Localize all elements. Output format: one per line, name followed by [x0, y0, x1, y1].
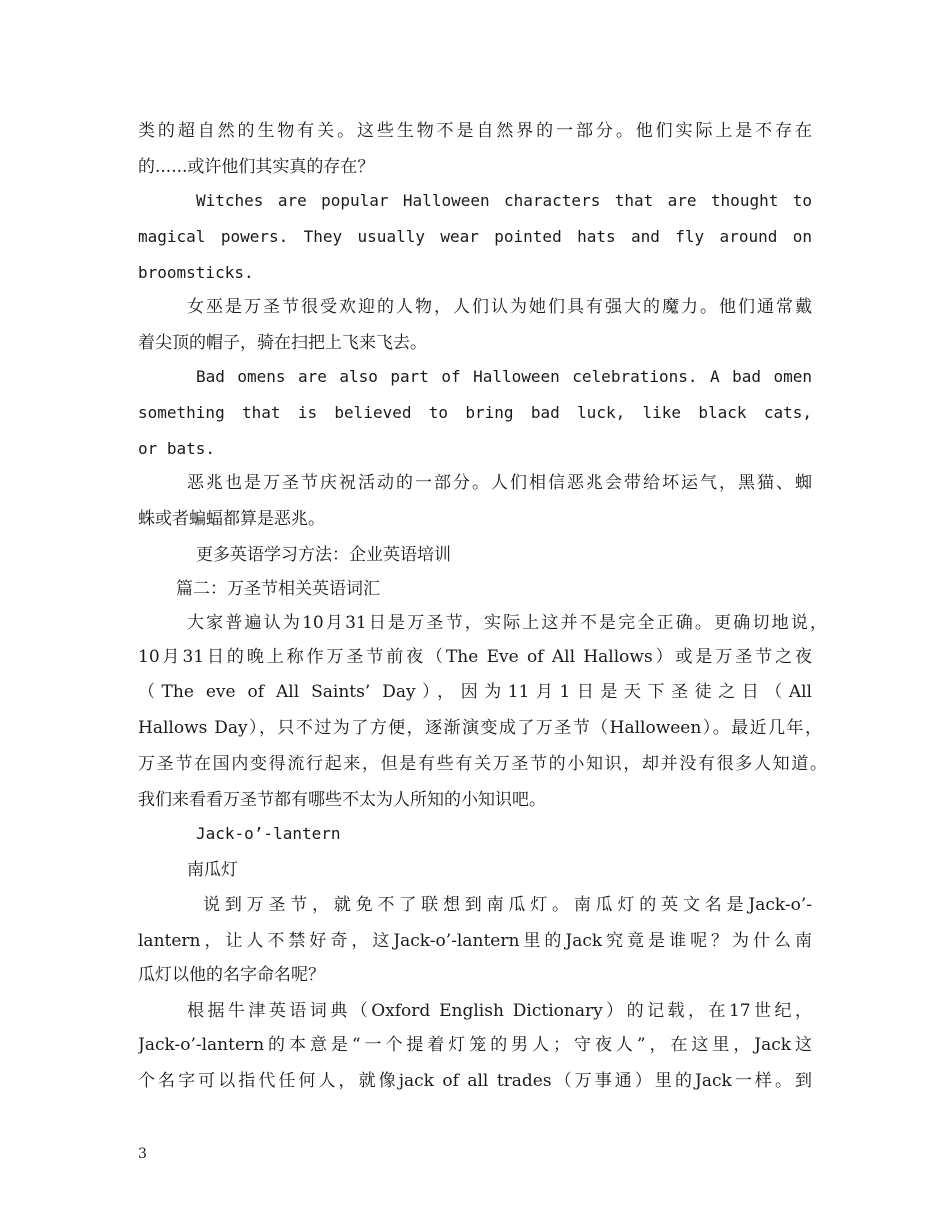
text-line-9: something that is believed to bring bad luck, like black cats, [138, 403, 812, 422]
page-number: 3 [138, 1146, 147, 1162]
text-line-4: magical powers. They usually wear pointed hats and fly around on [138, 227, 812, 246]
text-line-16: 10月31日的晚上称作万圣节前夜（The Eve of All Hallows）或是万圣节之夜 [138, 647, 812, 667]
text-line-27: Jack-o’-lantern的本意是“一个提着灯笼的男人；守夜人”，在这里，Jack这 [138, 1035, 812, 1055]
text-line-15: 大家普遍认为10月31日是万圣节，实际上这并不是完全正确。更确切地说， [187, 613, 827, 633]
text-line-17: （The eve of All Saints’ Day），因为11月1日是天下圣徒之日（All [138, 682, 812, 702]
text-line-23: 说到万圣节，就免不了联想到南瓜灯。南瓜灯的英文名是Jack-o’- [203, 895, 812, 915]
text-line-21: Jack-o’-lantern [196, 824, 341, 843]
text-line-24: lantern，让人不禁好奇，这Jack-o’-lantern里的Jack究竟是谁呢？为什么南 [138, 931, 812, 951]
text-line-8: Bad omens are also part of Halloween celebrations. A bad omen [196, 367, 812, 386]
text-line-19: 万圣节在国内变得流行起来，但是有些有关万圣节的小知识，却并没有很多人知道。 [138, 754, 827, 774]
text-line-22: 南瓜灯 [187, 860, 238, 880]
text-line-20: 我们来看看万圣节都有哪些不太为人所知的小知识吧。 [138, 790, 546, 810]
text-line-13: 更多英语学习方法：企业英语培训 [196, 545, 451, 565]
text-line-26: 根据牛津英语词典（Oxford English Dictionary）的记载，在17世纪， [187, 1001, 812, 1021]
text-line-3: Witches are popular Halloween characters that are thought to [196, 191, 812, 210]
text-line-25: 瓜灯以他的名字命名呢？ [138, 965, 325, 985]
text-line-5: broomsticks. [138, 263, 254, 282]
text-line-10: or bats. [138, 439, 216, 458]
text-line-12: 蛛或者蝙蝠都算是恶兆。 [138, 509, 325, 529]
text-line-18: Hallows Day），只不过为了方便，逐渐演变成了万圣节（Halloween）。最近几年， [138, 718, 822, 738]
text-line-6: 女巫是万圣节很受欢迎的人物，人们认为她们具有强大的魔力。他们通常戴 [187, 297, 812, 317]
text-line-2: 的......或许他们其实真的存在？ [138, 157, 375, 177]
section-heading: 篇二：万圣节相关英语词汇 [176, 579, 380, 599]
text-line-11: 恶兆也是万圣节庆祝活动的一部分。人们相信恶兆会带给坏运气，黑猫、蜘 [187, 473, 812, 493]
text-line-28: 个名字可以指代任何人，就像jack of all trades（万事通）里的Jack一样。到 [138, 1071, 812, 1091]
text-line-7: 着尖顶的帽子，骑在扫把上飞来飞去。 [138, 333, 427, 353]
text-line-1: 类的超自然的生物有关。这些生物不是自然界的一部分。他们实际上是不存在 [138, 121, 812, 141]
